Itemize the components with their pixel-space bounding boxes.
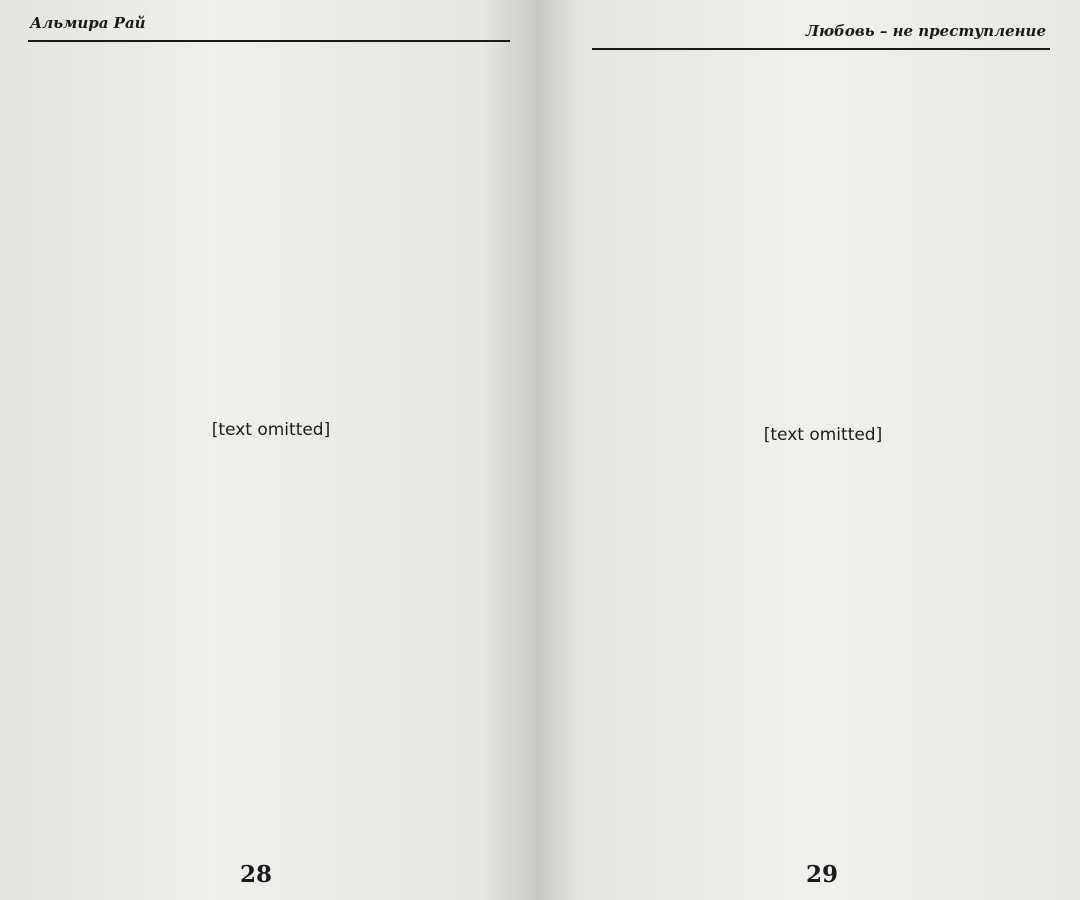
right-page [536, 0, 1080, 900]
title-running-head: Любовь – не преступление [805, 22, 1046, 40]
author-running-head: Альмира Рай [30, 14, 146, 32]
page-number-right: 29 [806, 861, 839, 888]
page-number-left: 28 [240, 861, 273, 888]
left-page-body: [text omitted] [211, 420, 331, 440]
header-rule [592, 48, 1050, 50]
right-page-body: [text omitted] [763, 425, 883, 445]
header-rule [28, 40, 510, 42]
left-page [0, 0, 536, 900]
